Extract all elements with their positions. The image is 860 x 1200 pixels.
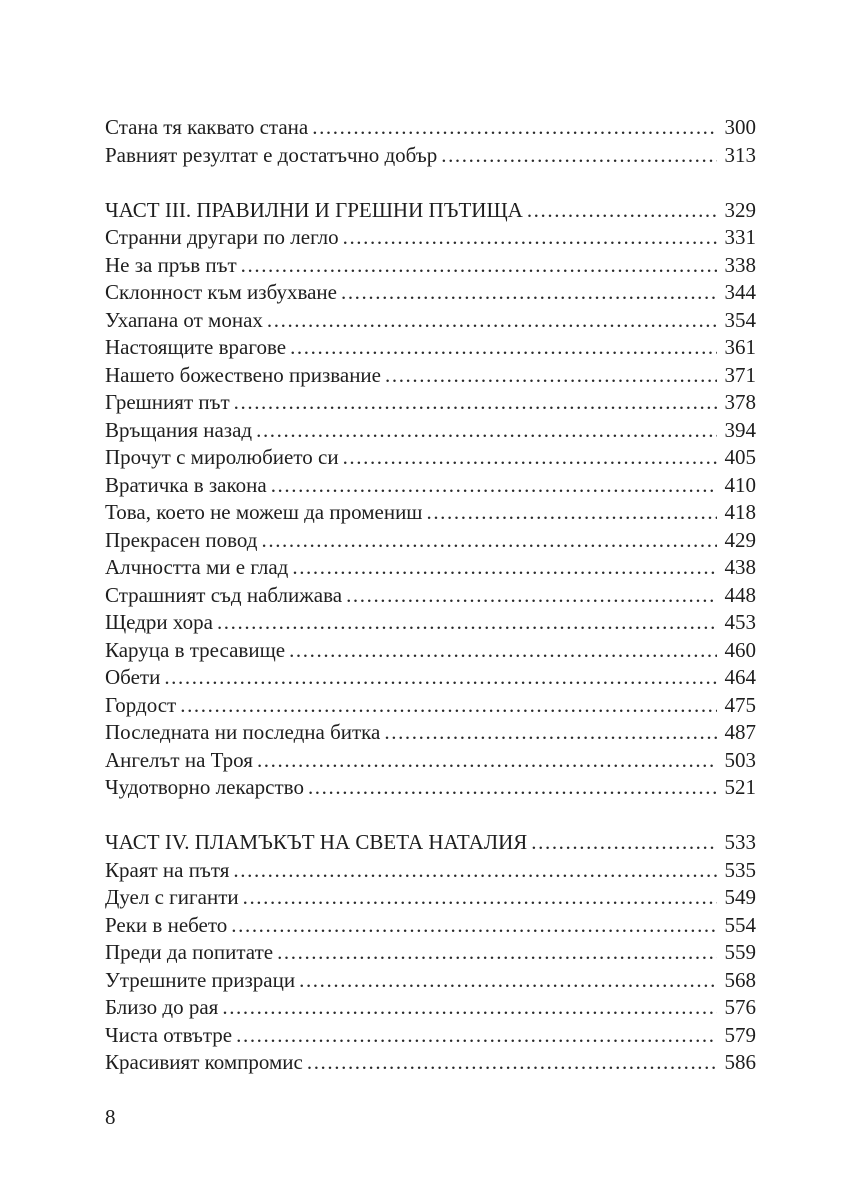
toc-entry-page-number: 521 [724,775,756,799]
toc-entry [105,664,756,692]
toc-entry-page-number: 579 [724,1022,756,1047]
dot-leader [229,857,717,885]
toc-entry-page-number: 438 [724,555,756,579]
dot-leader [381,362,717,390]
toc-entry-title: Равният резултат е достатъчно добър [105,142,438,167]
dot-leader [263,307,717,335]
toc-entry-page-number: 429 [724,527,756,552]
toc-entry [105,307,756,335]
toc-section-heading-title: ЧАСТ III. ПРАВИЛНИ И ГРЕШНИ ПЪТИЩА [105,197,523,222]
dot-leader [160,664,717,692]
toc-entry-page-number: 448 [724,582,756,607]
dot-leader [273,939,717,967]
dot-leader [286,334,717,362]
dot-leader [285,637,717,665]
dot-leader [176,692,717,720]
toc-entry-title: Ангелът на Троя [105,747,253,772]
toc-entry-title: Странни другари по легло [105,225,339,249]
dot-leader [339,224,717,252]
toc-entry-page-number: 418 [724,500,756,524]
toc-entry-page-number: 568 [724,967,756,992]
toc-entry-title: Прекрасен повод [105,527,258,552]
toc-entry-title: Това, което не можеш да промениш [105,500,423,524]
toc-entry-page-number: 378 [724,390,756,414]
dot-leader [295,967,717,995]
toc-entry-page-number: 576 [724,995,756,1019]
toc-entry-page-number: 371 [724,362,756,387]
toc-entry-title: Гордост [105,692,177,717]
toc-entry [105,884,756,912]
toc-entry-title: Грешният път [105,390,230,414]
toc-entry [105,527,756,555]
toc-entry-title: Настоящите врагове [105,335,287,359]
toc-entry-page-number: 300 [724,115,756,139]
toc-entry [105,994,756,1022]
toc-section-heading [105,197,756,225]
toc-entry-title: Обети [105,665,161,689]
toc-entry [105,637,756,665]
toc-entry [105,554,756,582]
dot-leader [258,527,718,555]
toc-entry-page-number: 475 [724,692,756,717]
toc-entry-page-number: 405 [724,445,756,469]
toc-section-heading-title: ЧАСТ IV. ПЛАМЪКЪТ НА СВЕТА НАТАЛИЯ [105,830,528,854]
toc-entry [105,719,756,747]
dot-leader [437,142,717,170]
toc-entry-title: Реки в небето [105,912,228,937]
toc-entry-page-number: 503 [724,747,756,772]
toc-entry-title: Близо до рая [105,995,219,1019]
dot-leader [237,252,717,280]
toc-entry-title: Връщания назад [105,417,253,442]
dot-leader [342,582,717,610]
toc-entry [105,1049,756,1077]
toc [105,114,756,1077]
toc-entry [105,417,756,445]
dot-leader [267,472,717,500]
toc-entry-title: Страшният съд наближава [105,582,343,607]
dot-leader [523,197,717,225]
toc-entry [105,967,756,995]
dot-leader [304,774,717,802]
toc-entry [105,499,756,527]
dot-leader [232,1022,717,1050]
dot-leader [252,417,717,445]
toc-entry [105,1022,756,1050]
dot-leader [527,829,717,857]
toc-entry [105,692,756,720]
dot-leader [339,444,717,472]
dot-leader [227,912,717,940]
toc-entry [105,939,756,967]
toc-entry-title: Чиста отвътре [105,1022,233,1047]
toc-entry [105,747,756,775]
toc-entry-page-number: 535 [724,857,756,882]
dot-leader [422,499,717,527]
toc-entry-page-number: 453 [724,610,756,634]
toc-entry [105,472,756,500]
toc-section-heading-page-number: 533 [724,830,756,854]
dot-leader [303,1049,717,1077]
toc-entry-page-number: 354 [724,307,756,332]
toc-entry [105,582,756,610]
toc-section-heading-page-number: 329 [724,197,756,222]
page-number: 8 [105,1105,116,1129]
toc-entry [105,334,756,362]
toc-entry-page-number: 313 [724,142,756,167]
toc-section-heading [105,829,756,857]
toc-entry-title: Преди да попитате [105,940,274,964]
dot-leader [308,114,717,142]
toc-entry [105,609,756,637]
dot-leader [253,747,717,775]
toc-entry-page-number: 559 [724,940,756,964]
toc-entry [105,857,756,885]
toc-entry-page-number: 554 [724,912,756,937]
toc-entry-title: Краят на пътя [105,857,230,882]
toc-entry-page-number: 586 [724,1050,756,1074]
toc-entry-title: Прочут с миролюбието си [105,445,339,469]
toc-entry [105,774,756,802]
toc-entry [105,912,756,940]
toc-entry-page-number: 394 [724,417,756,442]
toc-entry-title: Стана тя каквато стана [105,115,309,139]
toc-entry-title: Красивият компромис [105,1050,303,1074]
toc-entry-page-number: 460 [724,637,756,662]
toc-entry-page-number: 487 [724,720,756,744]
toc-entry-title: Склонност към избухване [105,280,337,304]
toc-entry-page-number: 361 [724,335,756,359]
toc-entry-title: Чудотворно лекарство [105,775,304,799]
dot-leader [213,609,717,637]
toc-entry-title: Не за пръв път [105,252,237,277]
toc-entry [105,142,756,170]
dot-leader [218,994,717,1022]
toc-entry-title: Дуел с гиганти [105,885,239,909]
toc-entry-page-number: 344 [724,280,756,304]
toc-entry [105,444,756,472]
dot-leader [230,389,717,417]
toc-entry-title: Вратичка в закона [105,472,267,497]
toc-entry [105,389,756,417]
toc-entry-title: Алчността ми е глад [105,555,289,579]
dot-leader [288,554,717,582]
toc-entry-title: Нашето божествено призвание [105,362,381,387]
dot-leader [239,884,717,912]
toc-entry-page-number: 549 [724,885,756,909]
toc-entry-title: Каруца в тресавище [105,637,286,662]
toc-entry-page-number: 464 [724,665,756,689]
dot-leader [337,279,717,307]
toc-entry-page-number: 410 [724,472,756,497]
dot-leader [380,719,717,747]
toc-entry-page-number: 331 [724,225,756,249]
toc-entry [105,252,756,280]
toc-entry-page-number: 338 [724,252,756,277]
toc-entry-title: Утрешните призраци [105,967,296,992]
toc-entry-title: Щедри хора [105,610,213,634]
toc-entry [105,279,756,307]
toc-entry-title: Ухапана от монах [105,307,263,332]
toc-entry [105,224,756,252]
toc-entry-title: Последната ни последна битка [105,720,381,744]
toc-entry [105,114,756,142]
toc-entry [105,362,756,390]
